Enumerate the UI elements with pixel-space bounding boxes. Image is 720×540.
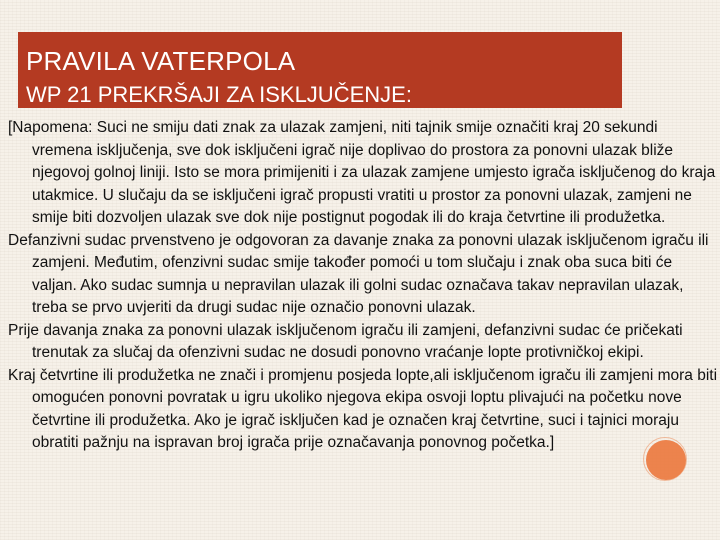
paragraph-end-of-period: Kraj četvrtine ili produžetka ne znači i promjenu posjeda lopte,ali isključenom igraču ili zamjeni mora biti omogućen ponovni povratak u igru ukoliko njegova ekipa osvoji loptu plivajući na početku nove četvrtine ili produžetka. Ako je igrač isključen kad je označen kraj četvrtine, suci i tajnici moraju obratiti pažnju na ispravan broj igrača prije označavanja ponovnog početka.] [8,366,718,451]
paragraph-note: [Napomena: Suci ne smiju dati znak za ulazak zamjeni, niti tajnik smije označiti kraj 20 sekundi vremena isključenja, sve dok isključeni igrač nije doplivao do prostora za ponovni ulazak bliže njegovoj golnoj liniji. Isto se mora primijeniti i za ulazak zamjene umjesto igrača isključenog do kraja utakmice. U slučaju da se isključeni igrač propusti vratiti u prostor za ponovni ulazak, zamjeni ne smije biti dozvoljen ulazak sve dok nije postignut pogodak ili do kraja četvrtine ili produžetka. [8,119,716,226]
paragraph-defensive-referee: Defanzivni sudac prvenstveno je odgovoran za davanje znaka za ponovni ulazak isključenom igraču ili zamjeni. Međutim, ofenzivni sudac smije također pomoći u tom slučaju i znak oba suca biti će valjan. Ako sudac sumnja u nepravilan ulazak ili golni sudac označava takav nepravilan ulazak, treba se prvo uvjeriti da drugi sudac nije označio ponovni ulazak. [8,231,709,316]
slide-subtitle: WP 21 PREKRŠAJI ZA ISKLJUČENJE: [26,82,412,107]
slide-title-bar [18,32,622,108]
slide-body [8,117,720,455]
paragraph-before-signal: Prije davanja znaka za ponovni ulazak isključenom igraču ili zamjeni, defanzivni sudac će pričekati trenutak za slučaj da ofenzivni sudac ne dosudi ponovno vraćanje lopte protivničkoj ekipi. [8,321,683,361]
slide-title: PRAVILA VATERPOLA [26,46,296,76]
decorative-circle [646,440,686,480]
